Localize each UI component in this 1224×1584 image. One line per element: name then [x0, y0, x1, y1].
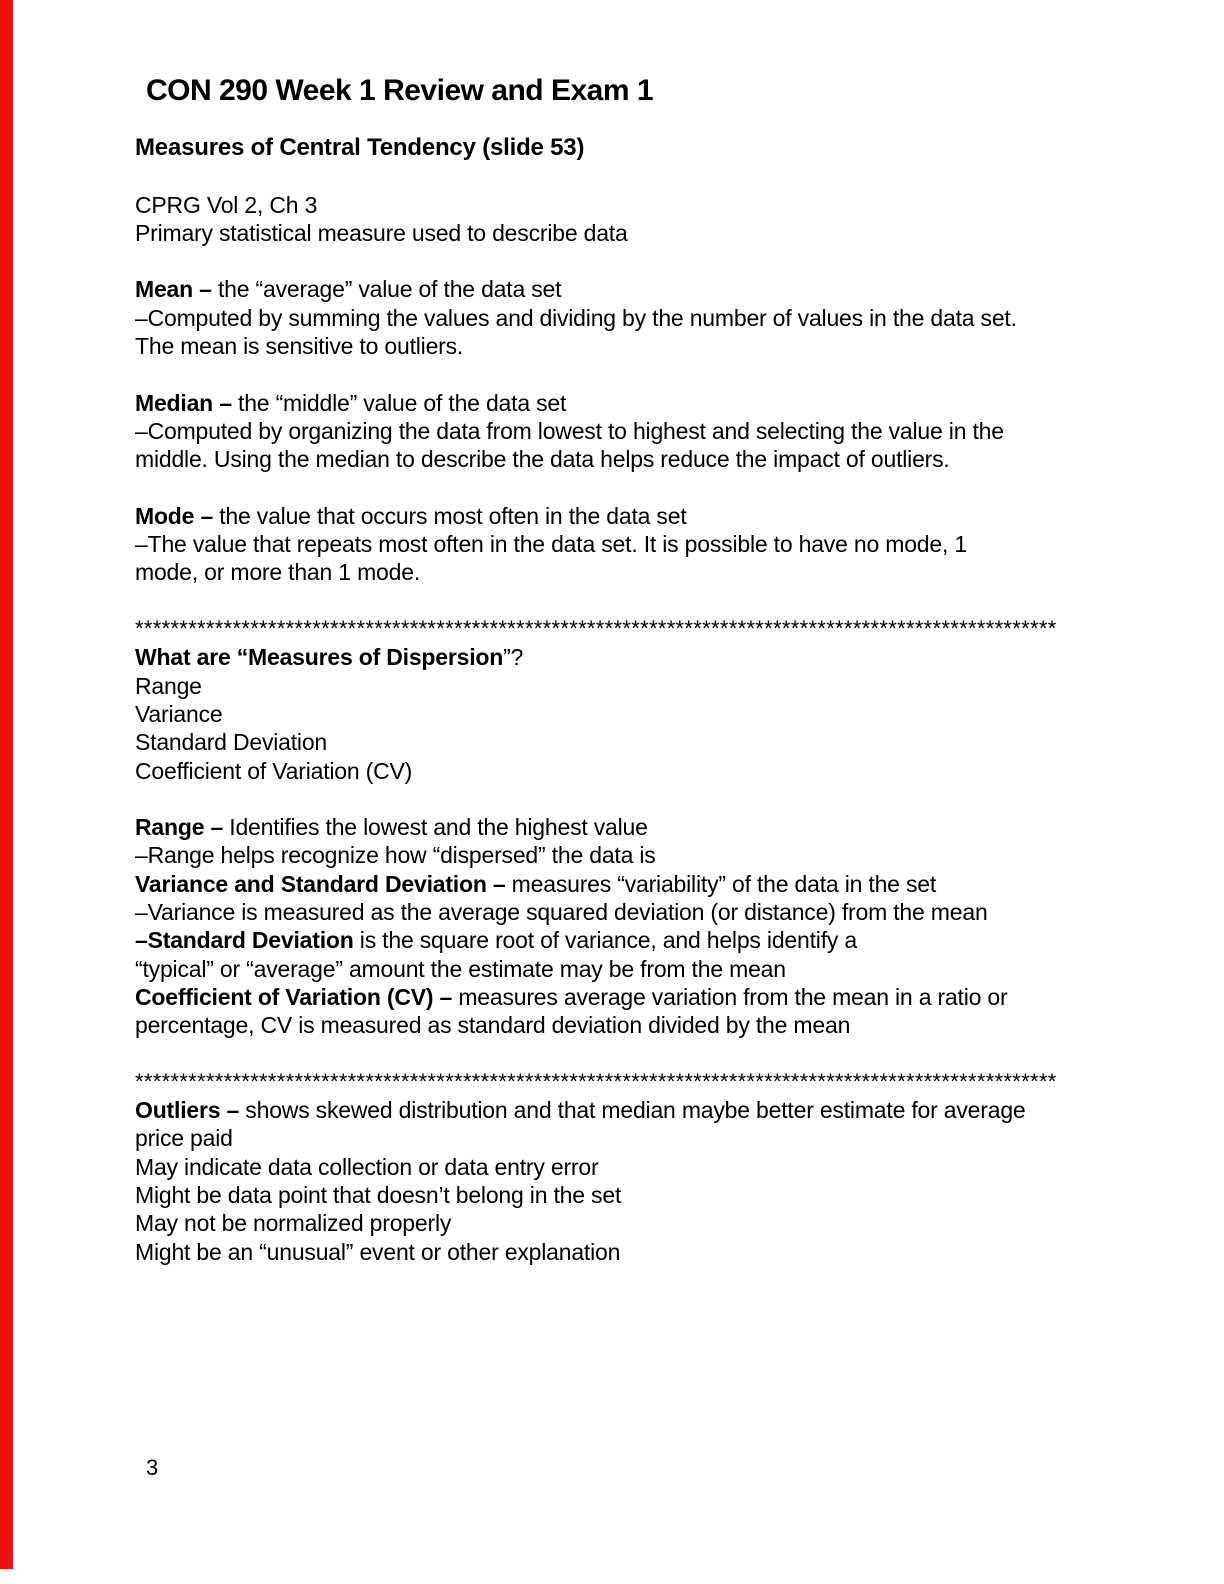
text-segment: Standard Deviation	[135, 729, 328, 756]
bold-text-segment: Coefficient of Variation (CV) –	[135, 983, 453, 1010]
text-line	[135, 955, 1145, 983]
text-line	[135, 360, 1145, 388]
text-line	[135, 389, 1145, 417]
text-line	[135, 1153, 1145, 1181]
asterisk-divider	[135, 615, 1145, 643]
text-line	[135, 1124, 1145, 1152]
text-segment: –Range helps recognize how “dispersed” the data is	[135, 842, 656, 869]
text-line	[135, 587, 1145, 615]
text-line	[135, 983, 1145, 1011]
text-segment: CPRG Vol 2, Ch 3	[135, 191, 318, 218]
text-line	[135, 1209, 1145, 1237]
text-segment: Variance	[135, 700, 223, 727]
bold-text-segment: Outliers –	[135, 1097, 240, 1124]
text-segment: the value that occurs most often in the data set	[213, 502, 687, 529]
page-number: 3	[146, 1455, 159, 1480]
bold-text-segment: What are “Measures of Dispersion	[135, 644, 504, 671]
document-body	[135, 134, 1145, 1266]
bold-text-segment: Measures of Central Tendency (slide 53)	[135, 134, 585, 161]
text-segment: ********************************************************************************************************	[135, 1068, 1057, 1094]
text-line	[135, 191, 1145, 219]
text-line	[135, 558, 1145, 586]
text-segment: May not be normalized properly	[135, 1210, 452, 1237]
text-line	[135, 1238, 1145, 1266]
bold-text-segment: Mode –	[135, 502, 214, 529]
text-segment: “typical” or “average” amount the estimate may be from the mean	[135, 955, 786, 982]
text-segment: the “average” value of the data set	[211, 276, 562, 303]
text-line	[135, 813, 1145, 841]
text-segment: the “middle” value of the data set	[231, 389, 567, 416]
bold-text-segment: Mean –	[135, 276, 212, 303]
text-line	[135, 1040, 1145, 1068]
text-segment: –Variance is measured as the average squared deviation (or distance) from the mean	[135, 899, 988, 926]
text-line	[135, 219, 1145, 247]
text-line	[135, 1011, 1145, 1039]
text-line	[135, 502, 1145, 530]
bold-text-segment: Range –	[135, 814, 224, 841]
text-line	[135, 332, 1145, 360]
text-segment: percentage, CV is measured as standard deviation divided by the mean	[135, 1012, 851, 1039]
text-segment: Might be data point that doesn’t belong in the set	[135, 1181, 622, 1208]
text-line	[135, 870, 1145, 898]
page-title: CON 290 Week 1 Review and Exam 1	[146, 74, 654, 107]
text-segment: Identifies the lowest and the highest value	[223, 814, 648, 841]
text-line	[135, 757, 1145, 785]
text-line	[135, 1096, 1145, 1124]
text-segment: middle. Using the median to describe the data helps reduce the impact of outliers.	[135, 446, 950, 473]
text-line	[135, 841, 1145, 869]
text-segment: price paid	[135, 1125, 233, 1152]
text-segment: –The value that repeats most often in the data set. It is possible to have no mode, 1	[135, 531, 967, 558]
text-segment: mode, or more than 1 mode.	[135, 559, 421, 586]
text-segment: The mean is sensitive to outliers.	[135, 333, 464, 360]
text-segment: measures average variation from the mean in a ratio or	[452, 983, 1008, 1010]
text-segment: –Computed by summing the values and dividing by the number of values in the data set.	[135, 304, 1017, 331]
text-line	[135, 926, 1145, 954]
text-segment: –Computed by organizing the data from lowest to highest and selecting the value in the	[135, 417, 1004, 444]
text-segment: shows skewed distribution and that median maybe better estimate for average	[239, 1097, 1026, 1124]
text-line	[135, 1181, 1145, 1209]
text-segment: Primary statistical measure used to describe data	[135, 219, 628, 246]
text-line	[135, 162, 1145, 190]
text-line	[135, 247, 1145, 275]
text-line	[135, 643, 1145, 671]
text-segment: measures “variability” of the data in the set	[505, 870, 937, 897]
text-line	[135, 700, 1145, 728]
left-red-margin-bar	[0, 0, 13, 1569]
text-line	[135, 304, 1145, 332]
text-line	[135, 728, 1145, 756]
bold-text-segment: Variance and Standard Deviation –	[135, 870, 506, 897]
text-line	[135, 785, 1145, 813]
text-segment: May indicate data collection or data entry error	[135, 1153, 599, 1180]
text-segment: Range	[135, 672, 202, 699]
bold-text-segment: Median –	[135, 389, 232, 416]
text-line	[135, 417, 1145, 445]
text-line	[135, 530, 1145, 558]
text-segment: ”?	[503, 644, 524, 671]
text-segment: ********************************************************************************************************	[135, 616, 1057, 642]
text-line	[135, 474, 1145, 502]
text-segment: is the square root of variance, and helps identify a	[353, 927, 857, 954]
asterisk-divider	[135, 1068, 1145, 1096]
section-heading	[135, 134, 1145, 162]
text-line	[135, 672, 1145, 700]
text-line	[135, 898, 1145, 926]
text-line	[135, 445, 1145, 473]
text-segment: Coefficient of Variation (CV)	[135, 757, 413, 784]
bold-text-segment: –Standard Deviation	[135, 927, 354, 954]
text-line	[135, 275, 1145, 303]
text-segment: Might be an “unusual” event or other explanation	[135, 1238, 621, 1265]
